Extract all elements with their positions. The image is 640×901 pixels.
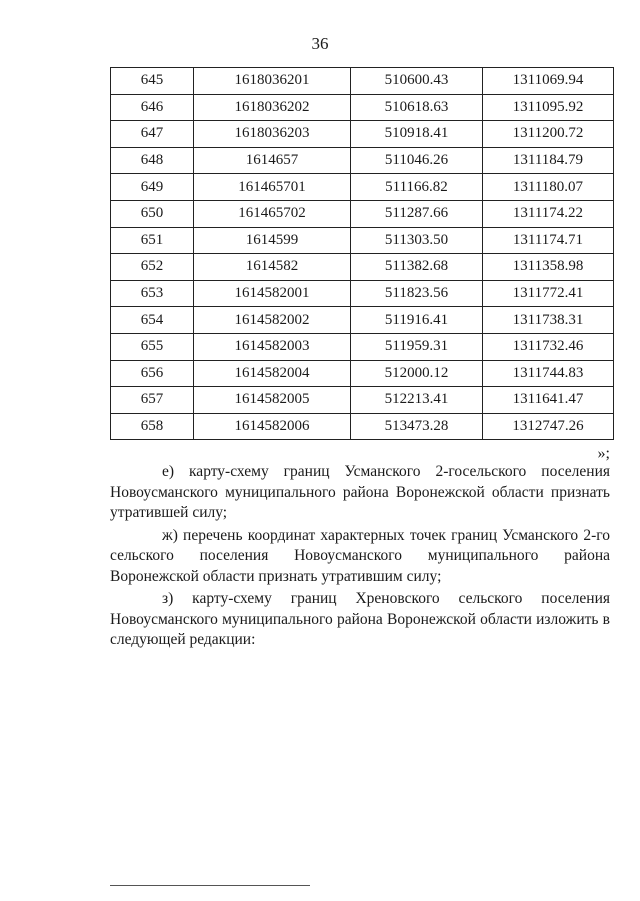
table-cell: 648 <box>111 147 194 174</box>
table-cell: 646 <box>111 94 194 121</box>
table-cell: 511916.41 <box>351 307 483 334</box>
table-cell: 647 <box>111 121 194 148</box>
table-row <box>111 280 614 307</box>
table-cell: 512000.12 <box>351 360 483 387</box>
table-cell: 1614599 <box>194 227 351 254</box>
table-cell: 1311738.31 <box>483 307 614 334</box>
table-cell: 1311069.94 <box>483 68 614 95</box>
table-row <box>111 68 614 95</box>
table-cell: 1614582001 <box>194 280 351 307</box>
table-cell: 511959.31 <box>351 333 483 360</box>
table-cell: 1614582004 <box>194 360 351 387</box>
table-cell: 1311174.71 <box>483 227 614 254</box>
paragraph-e: е) карту-схему границ Усманского 2-госельского поселения Новоусманского муниципального района Воронежской области признать утратившей силу; <box>110 463 610 521</box>
table-cell: 1311184.79 <box>483 147 614 174</box>
table-cell: 1618036201 <box>194 68 351 95</box>
table-row <box>111 360 614 387</box>
table-cell: 161465701 <box>194 174 351 201</box>
table-cell: 1614657 <box>194 147 351 174</box>
table-row <box>111 200 614 227</box>
table-cell: 1311180.07 <box>483 174 614 201</box>
table-cell: 1614582 <box>194 254 351 281</box>
table-row <box>111 413 614 440</box>
table-row <box>111 227 614 254</box>
table-cell: 1311358.98 <box>483 254 614 281</box>
table-cell: 649 <box>111 174 194 201</box>
table-cell: 645 <box>111 68 194 95</box>
table-cell: 658 <box>111 413 194 440</box>
table-cell: 1311772.41 <box>483 280 614 307</box>
table-cell: 510600.43 <box>351 68 483 95</box>
paragraph-zh: ж) перечень координат характерных точек границ Усманского 2-го сельского поселения Новоусманского муниципального района Воронежской области признать утратившим силу; <box>110 526 610 585</box>
table-row <box>111 333 614 360</box>
table-cell: 1311095.92 <box>483 94 614 121</box>
table-cell: 510918.41 <box>351 121 483 148</box>
table-cell: 655 <box>111 333 194 360</box>
table-row <box>111 94 614 121</box>
table-cell: 1614582002 <box>194 307 351 334</box>
table-row <box>111 387 614 414</box>
table-row <box>111 307 614 334</box>
table-cell: 1311200.72 <box>483 121 614 148</box>
table-cell: 1311744.83 <box>483 360 614 387</box>
table-cell: 161465702 <box>194 200 351 227</box>
closing-quote: »; <box>597 445 610 462</box>
paragraph-z: з) карту-схему границ Хреновского сельского поселения Новоусманского муниципального района Воронежской области изложить в следующей редакции: <box>110 590 610 648</box>
table-cell: 1614582006 <box>194 413 351 440</box>
table-cell: 510618.63 <box>351 94 483 121</box>
table-cell: 511382.68 <box>351 254 483 281</box>
table-cell: 650 <box>111 200 194 227</box>
table-cell: 1312747.26 <box>483 413 614 440</box>
body-text <box>110 462 610 653</box>
table-body <box>111 68 614 440</box>
coordinates-table <box>110 67 614 440</box>
table-cell: 1614582003 <box>194 333 351 360</box>
footer-divider <box>110 885 310 886</box>
table-cell: 656 <box>111 360 194 387</box>
table-cell: 512213.41 <box>351 387 483 414</box>
table-cell: 1311174.22 <box>483 200 614 227</box>
table-cell: 511046.26 <box>351 147 483 174</box>
table-cell: 1311641.47 <box>483 387 614 414</box>
table-cell: 652 <box>111 254 194 281</box>
table-cell: 657 <box>111 387 194 414</box>
table-cell: 1311732.46 <box>483 333 614 360</box>
table-cell: 511303.50 <box>351 227 483 254</box>
table-cell: 653 <box>111 280 194 307</box>
table-cell: 513473.28 <box>351 413 483 440</box>
table-cell: 511287.66 <box>351 200 483 227</box>
table-row <box>111 121 614 148</box>
table-row <box>111 254 614 281</box>
table-cell: 511166.82 <box>351 174 483 201</box>
table-cell: 651 <box>111 227 194 254</box>
page-number: 36 <box>311 34 329 53</box>
table-cell: 1618036203 <box>194 121 351 148</box>
table-row <box>111 174 614 201</box>
table-cell: 654 <box>111 307 194 334</box>
table-cell: 511823.56 <box>351 280 483 307</box>
table-row <box>111 147 614 174</box>
table-cell: 1618036202 <box>194 94 351 121</box>
table-cell: 1614582005 <box>194 387 351 414</box>
